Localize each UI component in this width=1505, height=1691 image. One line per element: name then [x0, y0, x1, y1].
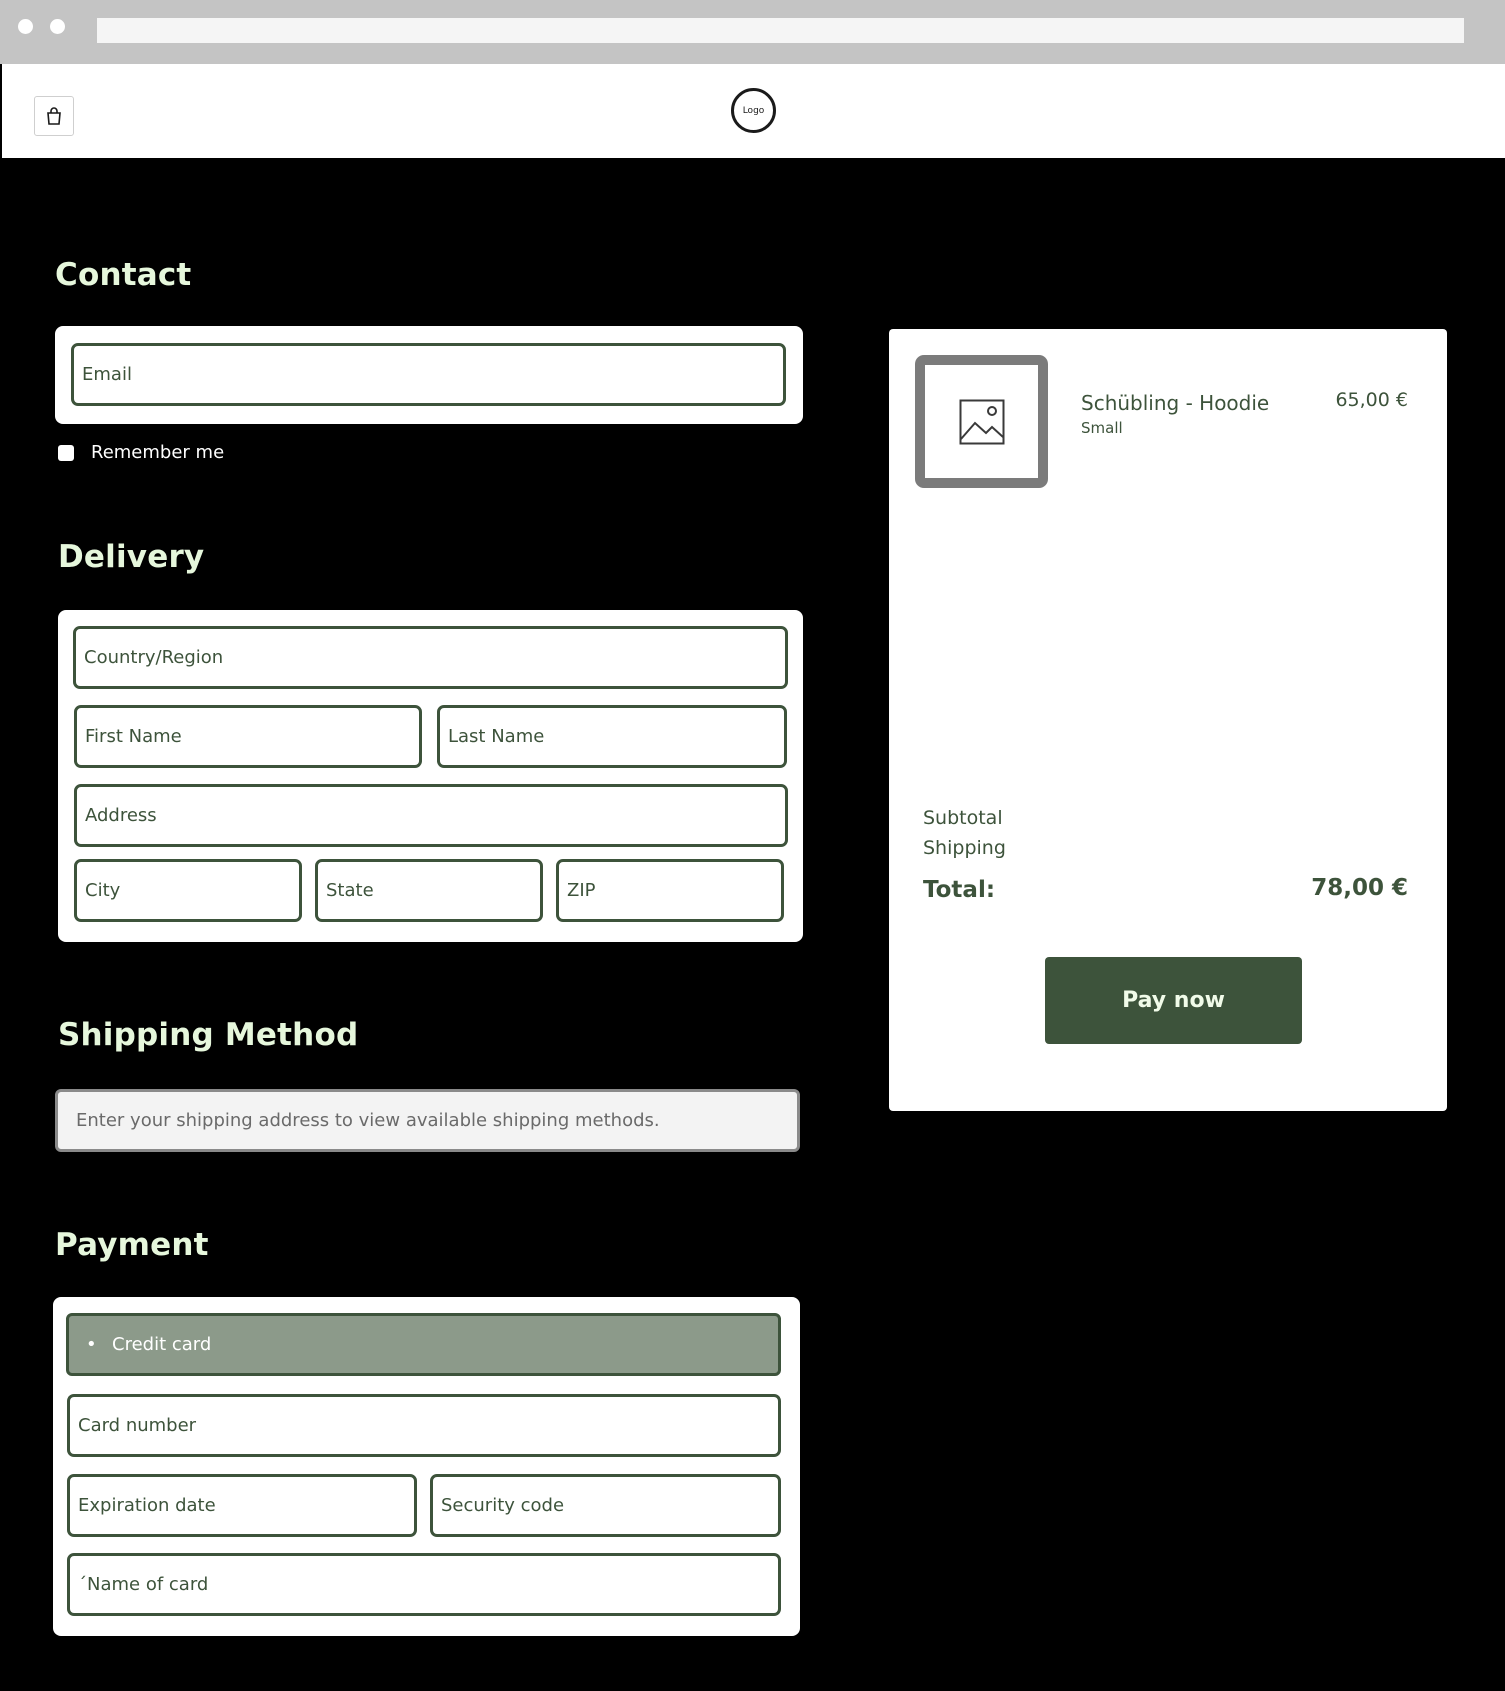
- product-name: Schübling - Hoodie: [1081, 391, 1270, 415]
- remember-checkbox[interactable]: [58, 445, 74, 461]
- payment-heading: Payment: [55, 1227, 209, 1263]
- address-field[interactable]: [74, 784, 788, 847]
- card-number-field[interactable]: [67, 1394, 781, 1457]
- first-name-placeholder: First Name: [85, 726, 182, 747]
- zip-placeholder: ZIP: [567, 880, 596, 901]
- window-control-dot[interactable]: [18, 19, 33, 34]
- browser-chrome: [0, 0, 1505, 64]
- country-placeholder: Country/Region: [84, 647, 224, 668]
- email-placeholder: Email: [82, 364, 132, 385]
- product-price: 65,00 €: [1335, 389, 1408, 411]
- contact-heading: Contact: [55, 257, 192, 293]
- selected-bullet-icon: •: [86, 1334, 97, 1355]
- cart-button[interactable]: [34, 96, 74, 136]
- email-field[interactable]: [71, 343, 786, 406]
- zip-field[interactable]: [556, 859, 784, 922]
- security-code-field[interactable]: [430, 1474, 781, 1537]
- name-on-card-field[interactable]: [67, 1553, 781, 1616]
- last-name-placeholder: Last Name: [448, 726, 545, 747]
- pay-now-button[interactable]: [1045, 957, 1302, 1044]
- delivery-panel: [58, 610, 803, 942]
- shipping-heading: Shipping Method: [58, 1017, 359, 1053]
- logo-text: Logo: [742, 105, 765, 116]
- name-on-card-placeholder: ´Name of card: [78, 1574, 209, 1595]
- credit-card-label: Credit card: [112, 1334, 212, 1355]
- expiration-date-field[interactable]: [67, 1474, 417, 1537]
- address-bar[interactable]: [97, 18, 1464, 43]
- window-control-dot[interactable]: [50, 19, 65, 34]
- city-field[interactable]: [74, 859, 302, 922]
- site-header: [2, 64, 1505, 158]
- contact-panel: [55, 326, 803, 424]
- remember-me[interactable]: [58, 442, 224, 463]
- logo[interactable]: [731, 88, 776, 133]
- card-number-placeholder: Card number: [78, 1415, 197, 1436]
- first-name-field[interactable]: [74, 705, 422, 768]
- expiration-placeholder: Expiration date: [78, 1495, 216, 1516]
- subtotal-label: Subtotal: [923, 807, 1003, 829]
- image-placeholder-icon: [959, 399, 1005, 445]
- last-name-field[interactable]: [437, 705, 787, 768]
- checkout-main: [2, 158, 1505, 1691]
- state-placeholder: State: [326, 880, 374, 901]
- country-field[interactable]: [73, 626, 788, 689]
- order-summary: [889, 329, 1447, 1111]
- shipping-methods-notice: [55, 1089, 800, 1152]
- total-label: Total:: [923, 877, 996, 903]
- security-placeholder: Security code: [441, 1495, 565, 1516]
- payment-method-credit-card[interactable]: [66, 1313, 781, 1376]
- pay-now-label: Pay now: [1122, 988, 1225, 1013]
- product-thumbnail: [915, 355, 1048, 488]
- address-placeholder: Address: [85, 805, 157, 826]
- remember-label: Remember me: [91, 442, 225, 463]
- shopping-bag-icon: [46, 107, 62, 125]
- state-field[interactable]: [315, 859, 543, 922]
- city-placeholder: City: [85, 880, 121, 901]
- total-value: 78,00 €: [1311, 875, 1408, 901]
- delivery-heading: Delivery: [58, 539, 205, 575]
- product-variant: Small: [1081, 419, 1123, 437]
- shipping-label: Shipping: [923, 837, 1006, 859]
- shipping-message: Enter your shipping address to view available shipping methods.: [76, 1110, 660, 1131]
